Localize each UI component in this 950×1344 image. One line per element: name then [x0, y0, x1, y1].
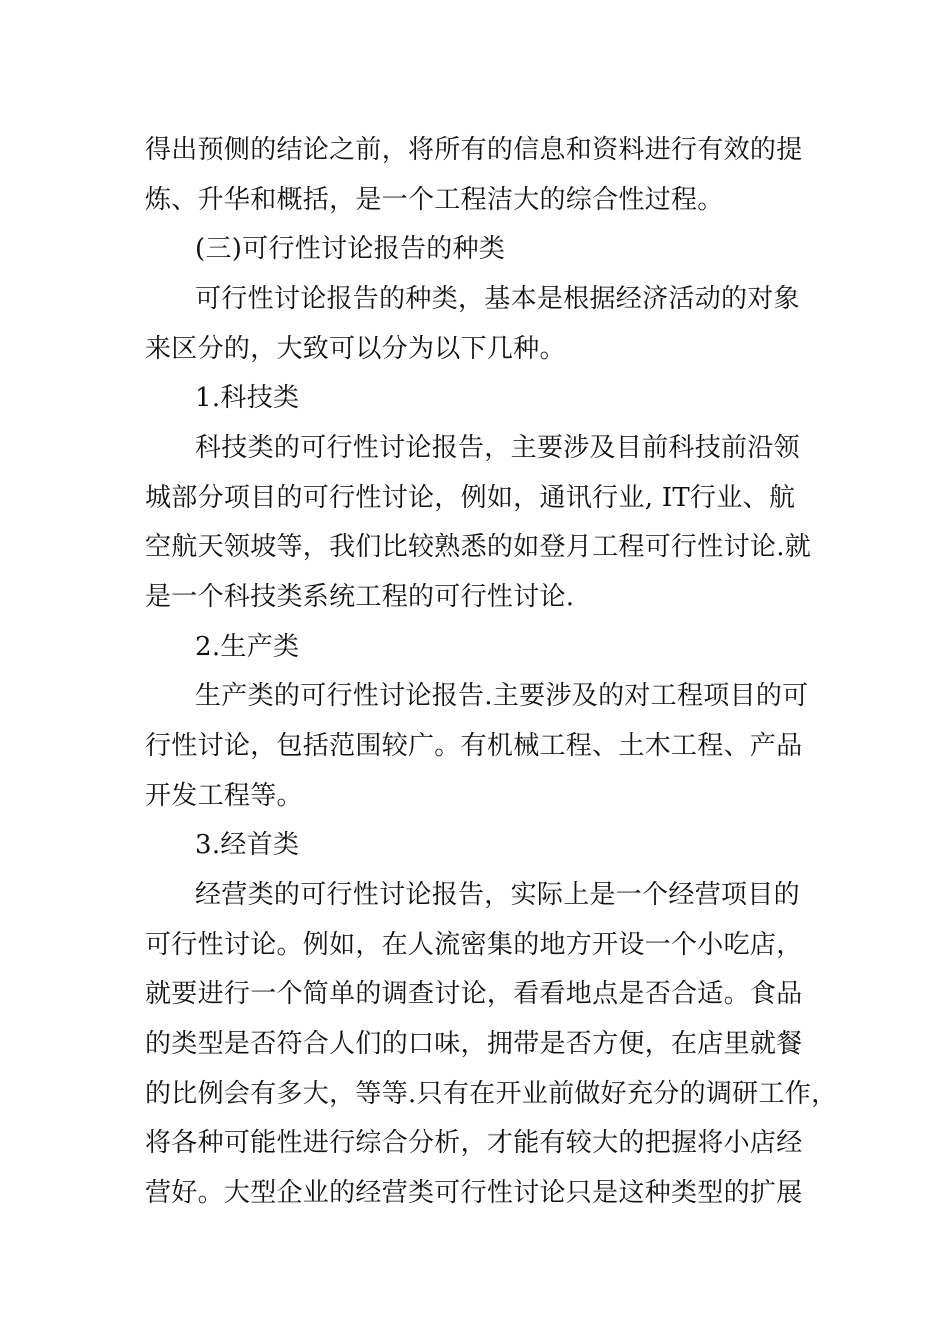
- text-line: 将各种可能性进行综合分析，才能有较大的把握将小店经: [145, 1128, 803, 1158]
- text-line: 行性讨论，包括范围较广。有机械工程、土木工程、产品: [145, 731, 803, 761]
- subsection-heading: 1.科技类: [195, 383, 300, 413]
- text-line: 来区分的，大致可以分为以下几种。: [145, 334, 566, 364]
- text-line: 可行性讨论。例如，在人流密集的地方开设一个小吃店，: [145, 930, 803, 960]
- text-line: 生产类的可行性讨论报告.主要涉及的对工程项目的可: [195, 681, 809, 711]
- text-line: 可行性讨论报告的种类，基本是根据经济活动的对象: [195, 284, 800, 314]
- text-line: 得出预侧的结论之前，将所有的信息和资料进行有效的提: [145, 135, 803, 165]
- text-line: 营好。大型企业的经营类可行性讨论只是这种类型的扩展: [145, 1178, 803, 1208]
- subsection-heading: 2.生产类: [195, 632, 300, 662]
- text-line: 城部分项目的可行性讨论，例如，通讯行业, IT行业、航: [145, 483, 796, 513]
- text-line: 的类型是否符合人们的口味，拥带是否方便，在店里就餐: [145, 1029, 803, 1059]
- text-line: 就要进行一个简单的调查讨论，看看地点是否合适。食品: [145, 979, 803, 1009]
- text-line: 是一个科技类系统工程的可行性讨论.: [145, 582, 575, 612]
- text-line: 炼、升华和概括，是一个工程洁大的综合性过程。: [145, 185, 724, 215]
- subsection-heading: 3.经首类: [195, 830, 300, 860]
- text-line: 经营类的可行性讨论报告，实际上是一个经营项目的: [195, 880, 800, 910]
- text-line: 的比例会有多大，等等.只有在开业前做好充分的调研工作，: [145, 1079, 838, 1109]
- text-line: 空航天领坡等，我们比较熟悉的如登月工程可行性讨论.就: [145, 532, 812, 562]
- text-line: 开发工程等。: [145, 781, 303, 811]
- section-heading: (三)可行性讨论报告的种类: [195, 234, 506, 264]
- text-line: 科技类的可行性讨论报告，主要涉及目前科技前沿领: [195, 433, 800, 463]
